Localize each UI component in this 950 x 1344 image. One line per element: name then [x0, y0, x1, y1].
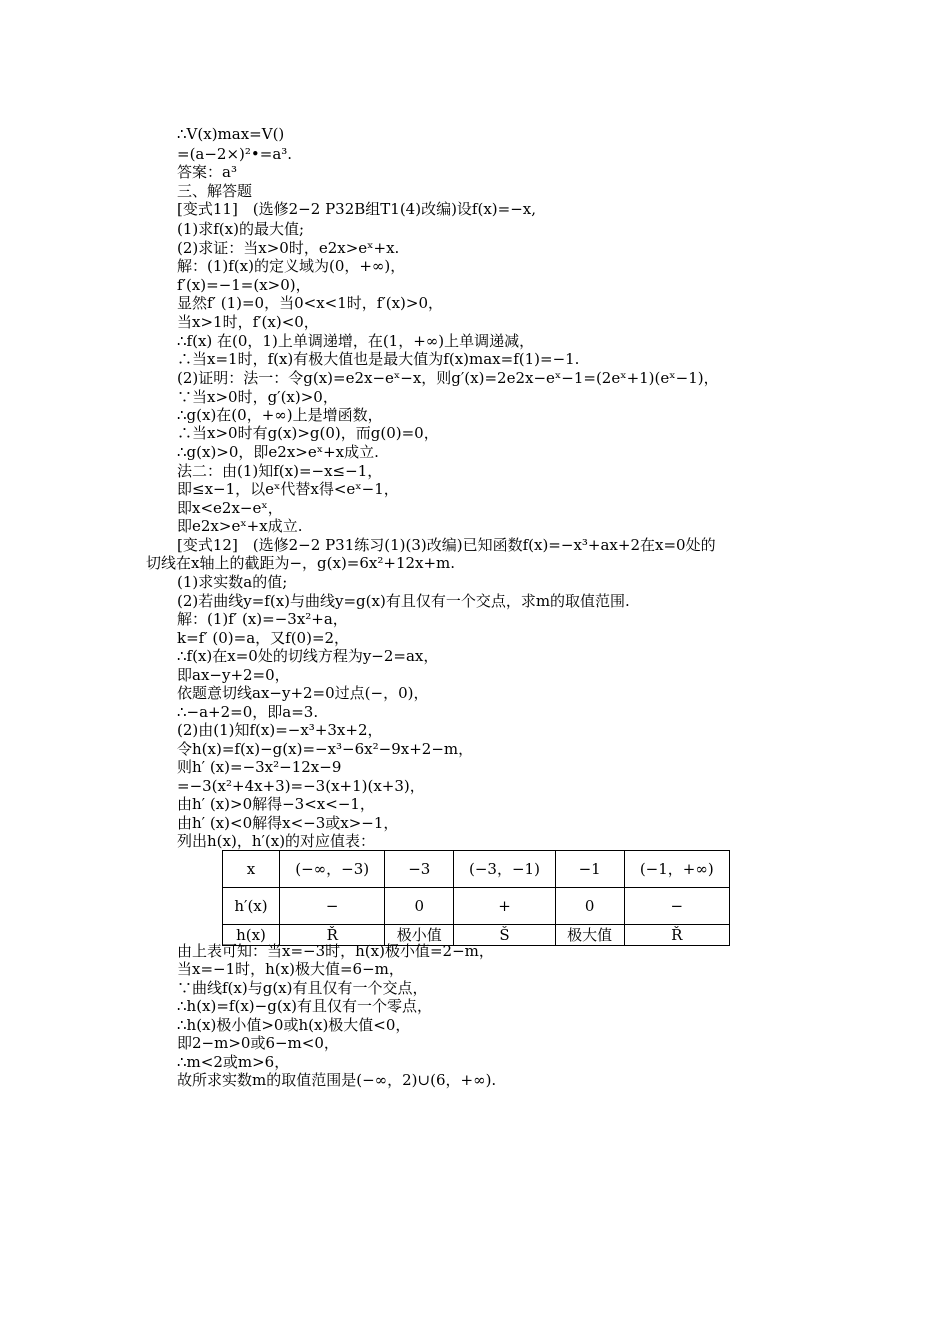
table-cell: (−∞，−3) — [280, 851, 385, 888]
table-cell: −3 — [385, 851, 454, 888]
text-line: 显然f′ (1)=0，当0<x<1时，f′(x)>0， — [177, 294, 444, 312]
text-line: ∴当x=1时，f(x)有极大值也是最大值为f(x)max=f(1)=−1. — [177, 350, 580, 368]
text-line: 答案：a³ — [177, 163, 237, 181]
table-cell: h(x) — [223, 925, 280, 946]
text-line: (2)求证：当x>0时，e2x>eˣ+x. — [177, 239, 400, 257]
text-line: 即≤x−1，以eˣ代替x得<eˣ−1， — [177, 480, 399, 498]
table-cell: Š — [454, 925, 556, 946]
exercise-heading: [变式12] (选修2−2 P31练习(1)(3)改编)已知函数f(x)=−x³+ax+2在x=0处的 — [177, 536, 716, 554]
text-line: =−3(x²+4x+3)=−3(x+1)(x+3)， — [177, 777, 425, 795]
text-line: (1)求f(x)的最大值; — [177, 220, 305, 238]
text-line: 由上表可知：当x=−3时，h(x)极小值=2−m， — [177, 942, 494, 960]
table-row — [223, 888, 730, 925]
text-line: =(a−2×)²•=a³. — [177, 145, 293, 163]
text-line: 由h′ (x)>0解得−3<x<−1， — [177, 795, 375, 813]
table-row — [223, 851, 730, 888]
text-line: 由h′ (x)<0解得x<−3或x>−1， — [177, 814, 399, 832]
text-line: ∴h(x)=f(x)−g(x)有且仅有一个零点， — [177, 997, 432, 1015]
text-line: f′(x)=−1=(x>0)， — [177, 276, 311, 294]
text-line: 即x<e2x−eˣ， — [177, 499, 283, 517]
table-cell: Ř — [624, 925, 729, 946]
text-line: 解：(1)f(x)的定义域为(0，+∞)， — [177, 257, 406, 275]
value-table — [222, 850, 730, 946]
text-line: 即e2x>eˣ+x成立. — [177, 517, 303, 535]
text-line: ∵当x>0时，g′(x)>0， — [177, 388, 338, 406]
text-line: (2)若曲线y=f(x)与曲线y=g(x)有且仅有一个交点，求m的取值范围. — [177, 592, 630, 610]
text-line: ∴−a+2=0，即a=3. — [177, 703, 319, 721]
text-line: 则h′ (x)=−3x²−12x−9 — [177, 758, 342, 776]
text-line: ∴f(x) 在(0，1)上单调递增，在(1，+∞)上单调递减， — [177, 332, 535, 350]
text-line: ∴g(x)>0，即e2x>eˣ+x成立. — [177, 443, 379, 461]
text-line: ∴h(x)极小值>0或h(x)极大值<0， — [177, 1016, 411, 1034]
text-line: 当x=−1时，h(x)极大值=6−m， — [177, 960, 404, 978]
text-line: ∴f(x)在x=0处的切线方程为y−2=ax， — [177, 647, 439, 665]
text-line: ∴当x>0时有g(x)>g(0)，而g(0)=0， — [177, 424, 439, 442]
text-line: 切线在x轴上的截距为−，g(x)=6x²+12x+m. — [146, 554, 456, 572]
text-line: k=f′ (0)=a，又f(0)=2， — [177, 629, 350, 647]
table-cell: 0 — [555, 888, 624, 925]
text-line: 依题意切线ax−y+2=0过点(−，0)， — [177, 684, 429, 702]
table-cell: h′(x) — [223, 888, 280, 925]
text-line: 当x>1时，f′(x)<0， — [177, 313, 319, 331]
text-line: ∴V(x)max=V() — [177, 125, 285, 143]
table-cell: −1 — [555, 851, 624, 888]
text-line: ∴g(x)在(0，+∞)上是增函数， — [177, 406, 383, 424]
text-line: 故所求实数m的取值范围是(−∞，2)∪(6，+∞). — [177, 1071, 497, 1089]
text-line: (1)求实数a的值; — [177, 573, 288, 591]
table-cell: − — [624, 888, 729, 925]
table-cell: 0 — [385, 888, 454, 925]
text-line: 令h(x)=f(x)−g(x)=−x³−6x²−9x+2−m， — [177, 740, 474, 758]
table-cell: − — [280, 888, 385, 925]
table-cell: (−1，+∞) — [624, 851, 729, 888]
table-cell: Ř — [280, 925, 385, 946]
exercise-heading: [变式11] (选修2−2 P32B组T1(4)改编)设f(x)=−x, — [177, 200, 536, 218]
table-cell: + — [454, 888, 556, 925]
text-line: 法二：由(1)知f(x)=−x≤−1， — [177, 462, 383, 480]
text-line: 解：(1)f′ (x)=−3x²+a， — [177, 610, 348, 628]
text-line: ∵曲线f(x)与g(x)有且仅有一个交点， — [177, 979, 428, 997]
text-line: 即2−m>0或6−m<0， — [177, 1034, 339, 1052]
text-line: (2)证明：法一：令g(x)=e2x−eˣ−x，则g′(x)=2e2x−eˣ−1=(2eˣ+1)(eˣ−1)， — [177, 369, 719, 387]
table-cell: 极小值 — [385, 925, 454, 946]
text-line: (2)由(1)知f(x)=−x³+3x+2， — [177, 721, 383, 739]
table-cell: 极大值 — [555, 925, 624, 946]
table-cell: (−3，−1) — [454, 851, 556, 888]
text-line: 即ax−y+2=0， — [177, 666, 290, 684]
section-heading: 三、解答题 — [177, 182, 253, 200]
table-cell: x — [223, 851, 280, 888]
text-line: ∴m<2或m>6， — [177, 1053, 290, 1071]
text-line: 列出h(x)，h′(x)的对应值表： — [177, 832, 376, 850]
